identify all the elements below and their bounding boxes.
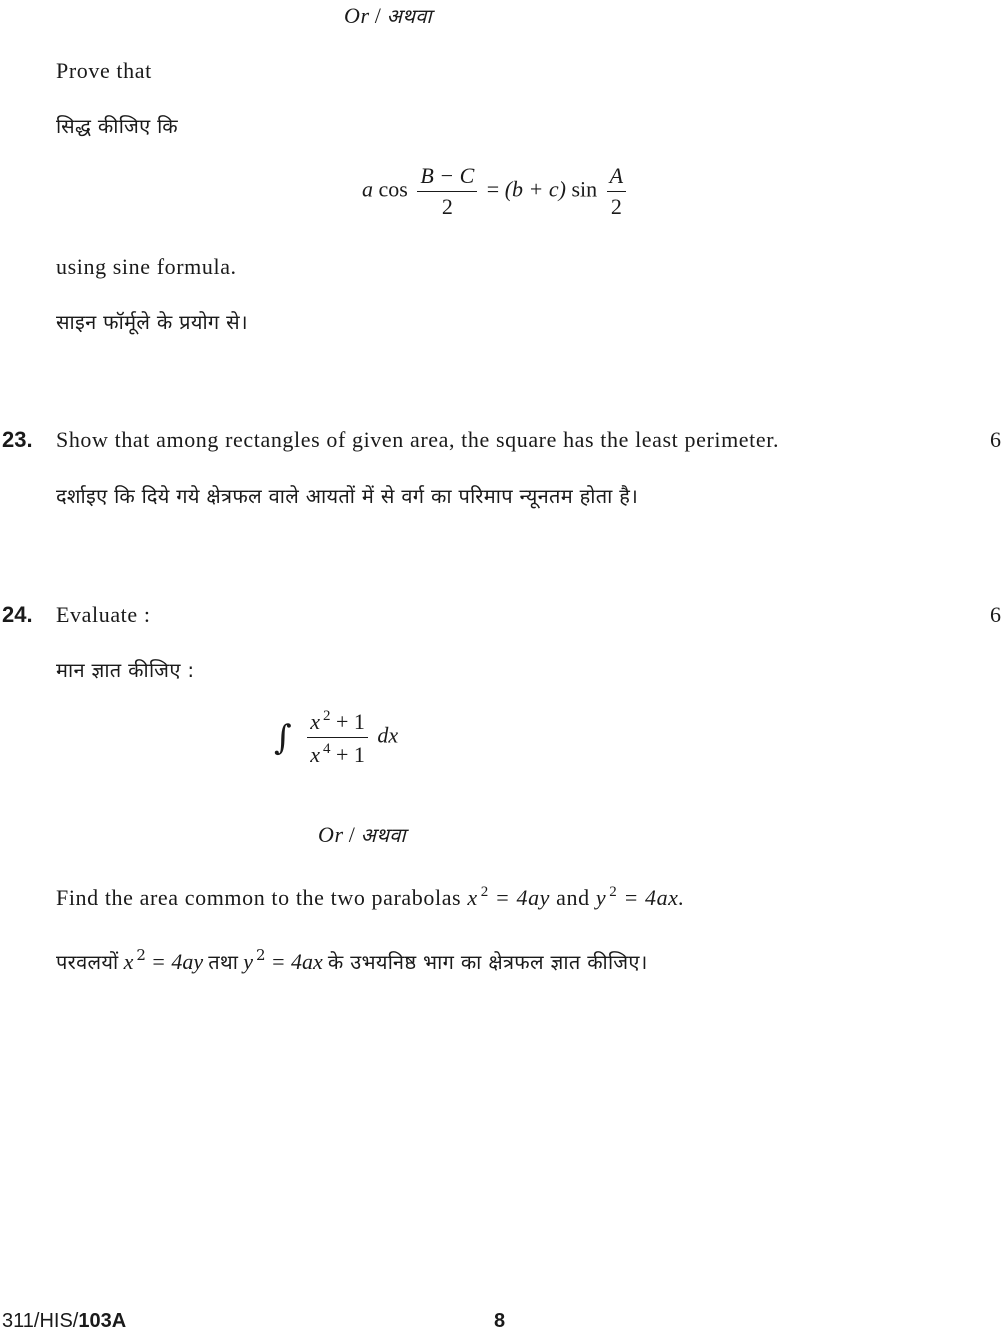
formula-lhs-denominator: 2	[441, 194, 453, 220]
question-24-text-en: Evaluate :	[56, 602, 151, 627]
numerator-rest: + 1	[335, 709, 365, 734]
page-number: 8	[494, 1310, 506, 1332]
question-23-number: 23.	[2, 427, 33, 452]
integral-sign: ∫	[274, 717, 292, 758]
using-sine-formula-hi: साइन फॉर्मूले के प्रयोग से।	[56, 310, 248, 334]
question-23-marks: 6	[990, 427, 1001, 452]
prove-that-en: Prove that	[56, 58, 152, 83]
alt-en-eq1-exp: 2	[480, 884, 489, 900]
alt-en-prefix: Find the area common to the two parabolas	[56, 885, 462, 910]
or-separator-q24	[318, 821, 406, 848]
alt-hi-eq1-rhs: = 4ay	[151, 949, 204, 974]
alt-en-eq1-base: x	[467, 885, 478, 910]
alt-hi-eq1-exp: 2	[136, 946, 146, 964]
formula-rhs-numerator: A	[607, 164, 626, 192]
paper-code-plain: 311/HIS/	[2, 1310, 79, 1332]
denominator-exponent: 4	[322, 741, 331, 758]
formula-rhs-fraction	[607, 164, 626, 219]
paper-code-bold: 103A	[78, 1310, 127, 1332]
trig-identity-formula	[362, 164, 630, 219]
alt-en-eq2-rhs: = 4ax.	[623, 885, 685, 910]
denominator-rest: + 1	[335, 742, 365, 768]
or-slash: /	[348, 822, 356, 847]
denominator-base: x	[310, 742, 320, 768]
or-separator-top	[344, 2, 432, 29]
numerator-exponent: 2	[322, 708, 331, 724]
question-24-alt-en	[56, 884, 685, 911]
question-24-marks: 6	[990, 602, 1001, 627]
question-23-text-en: Show that among rectangles of given area, the square has the least perimeter.	[56, 427, 780, 452]
integral-expression	[274, 708, 398, 767]
formula-cos: cos	[378, 176, 408, 202]
alt-en-eq2-base: y	[595, 885, 607, 910]
using-sine-formula-en: using sine formula.	[56, 254, 237, 279]
integral-denominator	[307, 738, 368, 767]
integral-dx: dx	[377, 722, 399, 748]
alt-hi-eq2-base: y	[243, 949, 254, 974]
formula-sin: sin	[571, 176, 598, 202]
alt-en-eq2-exp: 2	[609, 884, 618, 900]
alt-hi-prefix: परवलयों	[56, 950, 119, 974]
alt-hi-suffix: के उभयनिष्ठ भाग का क्षेत्रफल ज्ञात कीजिए।	[327, 950, 648, 974]
prove-that-hi: सिद्ध कीजिए कि	[56, 114, 178, 138]
question-24-text-hi: मान ज्ञात कीजिए :	[56, 658, 195, 682]
formula-rhs-factor: (b + c)	[504, 176, 566, 202]
or-label-en: Or	[344, 3, 370, 28]
or-label-hi: अथवा	[386, 4, 432, 28]
formula-equals: =	[486, 176, 500, 202]
alt-en-eq1-rhs: = 4ay	[494, 885, 551, 910]
formula-lhs-numerator: B − C	[417, 164, 477, 192]
integral-fraction	[307, 708, 368, 767]
numerator-base: x	[310, 709, 320, 734]
or-label-en: Or	[318, 822, 344, 847]
alt-en-and: and	[556, 885, 590, 910]
question-24-number: 24.	[2, 602, 33, 627]
or-slash: /	[374, 3, 382, 28]
formula-lhs-fraction	[417, 164, 477, 219]
alt-hi-eq2-rhs: = 4ax	[270, 949, 323, 974]
or-label-hi: अथवा	[360, 823, 406, 847]
question-23-text-hi: दर्शाइए कि दिये गये क्षेत्रफल वाले आयतों में से वर्ग का परिमाप न्यूनतम होता है।	[56, 484, 639, 508]
integral-numerator	[307, 708, 368, 738]
alt-hi-eq1-base: x	[123, 949, 134, 974]
question-24-alt-hi	[56, 946, 648, 975]
formula-rhs-denominator: 2	[610, 194, 622, 220]
alt-hi-eq2-exp: 2	[256, 946, 266, 964]
alt-hi-and: तथा	[208, 950, 239, 974]
formula-coef-a: a	[362, 176, 373, 202]
